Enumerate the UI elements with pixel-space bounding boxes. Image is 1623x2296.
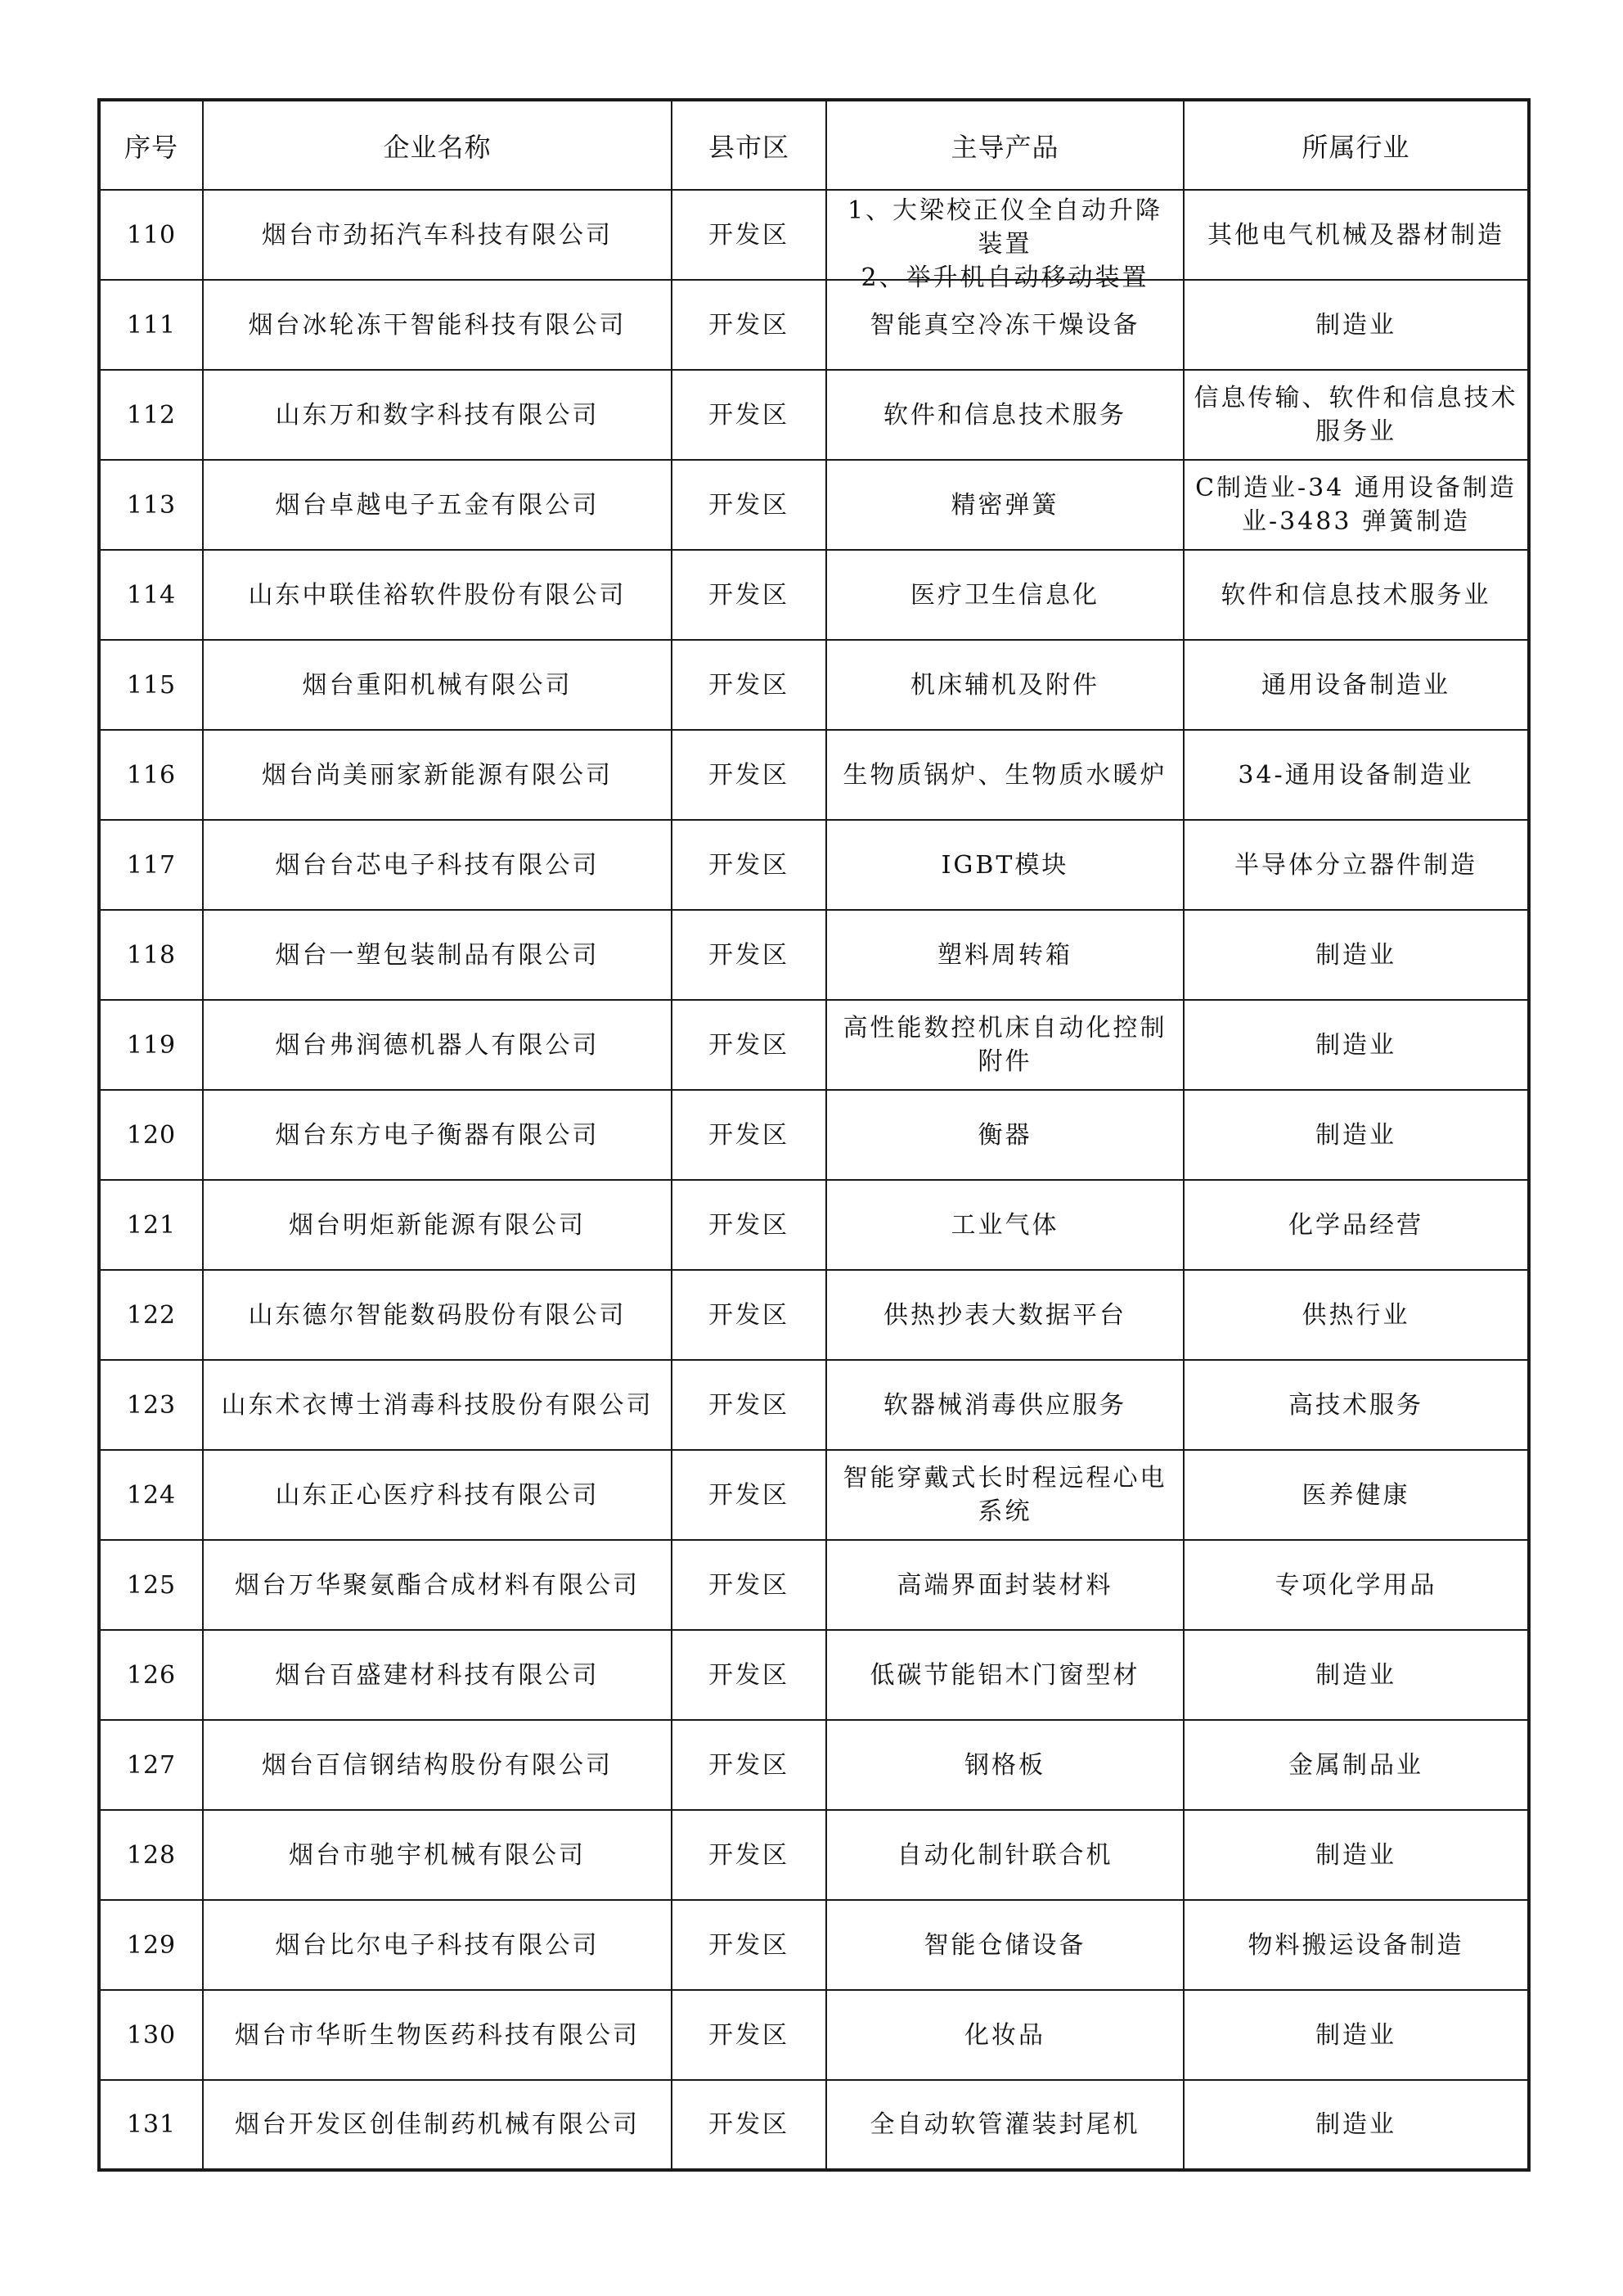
cell-text: 开发区 bbox=[708, 670, 789, 700]
cell-text: 34-通用设备制造业 bbox=[1238, 760, 1474, 790]
cell-index bbox=[99, 730, 203, 820]
cell-index bbox=[99, 2080, 203, 2170]
cell-text: 山东中联佳裕软件股份有限公司 bbox=[248, 580, 627, 610]
cell-industry bbox=[1184, 640, 1529, 730]
cell-text: 128 bbox=[126, 1840, 177, 1870]
cell-text: 衡器 bbox=[978, 1120, 1032, 1150]
cell-industry bbox=[1184, 190, 1529, 280]
cell-text: 医养健康 bbox=[1302, 1480, 1410, 1510]
table-row bbox=[99, 1540, 1529, 1630]
cell-industry bbox=[1184, 1630, 1529, 1720]
cell-company bbox=[203, 2080, 672, 2170]
cell-district bbox=[672, 640, 826, 730]
cell-text: 129 bbox=[126, 1930, 177, 1960]
cell-text: 开发区 bbox=[708, 1210, 789, 1240]
cell-text: 化妆品 bbox=[964, 2020, 1045, 2050]
cell-text: 高端界面封装材料 bbox=[897, 1570, 1113, 1600]
cell-company bbox=[203, 910, 672, 1000]
cell-text: 开发区 bbox=[708, 1570, 789, 1600]
cell-text: 烟台市华昕生物医药科技有限公司 bbox=[235, 2020, 640, 2050]
cell-text: 烟台市劲拓汽车科技有限公司 bbox=[262, 220, 613, 250]
cell-text: 制造业 bbox=[1315, 310, 1396, 340]
cell-district bbox=[672, 820, 826, 910]
cell-index bbox=[99, 280, 203, 370]
cell-text: 120 bbox=[126, 1120, 177, 1150]
cell-industry bbox=[1184, 730, 1529, 820]
cell-text: 制造业 bbox=[1315, 1660, 1396, 1690]
cell-product bbox=[826, 1810, 1184, 1900]
cell-product bbox=[826, 1090, 1184, 1180]
cell-district bbox=[672, 1540, 826, 1630]
cell-district bbox=[672, 190, 826, 280]
header-company: 企业名称 bbox=[203, 100, 672, 190]
table-row bbox=[99, 1720, 1529, 1810]
cell-text: 114 bbox=[126, 580, 177, 610]
cell-index bbox=[99, 1450, 203, 1540]
cell-company bbox=[203, 1360, 672, 1450]
cell-text: 信息传输、软件和信息技术服务业 bbox=[1194, 384, 1518, 446]
cell-company bbox=[203, 1810, 672, 1900]
table-row bbox=[99, 1990, 1529, 2080]
cell-text: C制造业-34 通用设备制造业-3483 弹簧制造 bbox=[1195, 474, 1517, 536]
cell-district bbox=[672, 1990, 826, 2080]
cell-text: 开发区 bbox=[708, 1390, 789, 1420]
cell-product bbox=[826, 1270, 1184, 1360]
cell-text: 软件和信息技术服务 bbox=[883, 400, 1126, 430]
cell-district bbox=[672, 1000, 826, 1090]
cell-text: 山东万和数字科技有限公司 bbox=[275, 400, 600, 430]
cell-text: 智能穿戴式长时程远程心电系统 bbox=[843, 1464, 1167, 1526]
cell-district bbox=[672, 280, 826, 370]
cell-text: 烟台明炬新能源有限公司 bbox=[289, 1210, 586, 1240]
cell-district bbox=[672, 910, 826, 1000]
cell-product bbox=[826, 1450, 1184, 1540]
cell-district bbox=[672, 460, 826, 550]
cell-company bbox=[203, 190, 672, 280]
cell-text: 制造业 bbox=[1315, 2110, 1396, 2139]
table-row bbox=[99, 370, 1529, 460]
table-row bbox=[99, 460, 1529, 550]
cell-product bbox=[826, 1180, 1184, 1270]
cell-index bbox=[99, 1000, 203, 1090]
cell-company bbox=[203, 460, 672, 550]
cell-text: 开发区 bbox=[708, 2020, 789, 2050]
cell-district bbox=[672, 1090, 826, 1180]
cell-industry bbox=[1184, 1810, 1529, 1900]
cell-text: 烟台开发区创佳制药机械有限公司 bbox=[235, 2110, 640, 2139]
cell-product bbox=[826, 460, 1184, 550]
cell-product bbox=[826, 550, 1184, 640]
cell-text: 烟台台芯电子科技有限公司 bbox=[275, 850, 600, 880]
cell-district bbox=[672, 550, 826, 640]
cell-text: 开发区 bbox=[708, 1030, 789, 1060]
cell-district bbox=[672, 1630, 826, 1720]
cell-company bbox=[203, 370, 672, 460]
cell-text: 开发区 bbox=[708, 1120, 789, 1150]
cell-text: 117 bbox=[126, 850, 177, 880]
table-row bbox=[99, 1630, 1529, 1720]
cell-text: 开发区 bbox=[708, 1750, 789, 1780]
cell-company bbox=[203, 1450, 672, 1540]
cell-text: 烟台东方电子衡器有限公司 bbox=[275, 1120, 600, 1150]
table-row bbox=[99, 1270, 1529, 1360]
cell-text: 制造业 bbox=[1315, 940, 1396, 970]
table-row bbox=[99, 190, 1529, 280]
cell-text: 智能真空冷冻干燥设备 bbox=[870, 310, 1140, 340]
cell-company bbox=[203, 1540, 672, 1630]
cell-industry bbox=[1184, 1360, 1529, 1450]
cell-product bbox=[826, 1630, 1184, 1720]
cell-industry bbox=[1184, 910, 1529, 1000]
cell-product bbox=[826, 370, 1184, 460]
cell-product bbox=[826, 1720, 1184, 1810]
cell-industry bbox=[1184, 1720, 1529, 1810]
table-row bbox=[99, 280, 1529, 370]
cell-text: 金属制品业 bbox=[1288, 1750, 1423, 1780]
table-row bbox=[99, 1360, 1529, 1450]
cell-company bbox=[203, 1270, 672, 1360]
cell-text: 127 bbox=[126, 1750, 177, 1780]
cell-product bbox=[826, 640, 1184, 730]
cell-district bbox=[672, 1360, 826, 1450]
cell-index bbox=[99, 1270, 203, 1360]
cell-index bbox=[99, 550, 203, 640]
cell-industry bbox=[1184, 1540, 1529, 1630]
cell-text: 开发区 bbox=[708, 760, 789, 790]
cell-text: 烟台重阳机械有限公司 bbox=[302, 670, 573, 700]
cell-text: 开发区 bbox=[708, 850, 789, 880]
cell-industry bbox=[1184, 1450, 1529, 1540]
cell-text: 开发区 bbox=[708, 310, 789, 340]
cell-text: 开发区 bbox=[708, 400, 789, 430]
cell-text: 高技术服务 bbox=[1288, 1390, 1423, 1420]
cell-company bbox=[203, 1900, 672, 1990]
cell-text: 山东术衣博士消毒科技股份有限公司 bbox=[221, 1390, 654, 1420]
cell-text: 烟台卓越电子五金有限公司 bbox=[275, 490, 600, 520]
cell-text: 开发区 bbox=[708, 580, 789, 610]
cell-text: 制造业 bbox=[1315, 1120, 1396, 1150]
cell-text: 物料搬运设备制造 bbox=[1248, 1930, 1464, 1960]
cell-index bbox=[99, 370, 203, 460]
cell-text: IGBT模块 bbox=[941, 850, 1069, 880]
cell-text: 110 bbox=[126, 220, 177, 250]
cell-product bbox=[826, 910, 1184, 1000]
cell-index bbox=[99, 820, 203, 910]
cell-company bbox=[203, 550, 672, 640]
cell-text: 制造业 bbox=[1315, 1840, 1396, 1870]
cell-text: 山东正心医疗科技有限公司 bbox=[275, 1480, 600, 1510]
cell-text: 123 bbox=[126, 1390, 177, 1420]
cell-text: 115 bbox=[126, 670, 177, 700]
header-district: 县市区 bbox=[672, 100, 826, 190]
cell-company bbox=[203, 1720, 672, 1810]
cell-text: 高性能数控机床自动化控制附件 bbox=[843, 1014, 1167, 1076]
cell-text: 开发区 bbox=[708, 940, 789, 970]
cell-district bbox=[672, 1810, 826, 1900]
cell-text: 131 bbox=[126, 2110, 177, 2139]
cell-industry bbox=[1184, 2080, 1529, 2170]
cell-company bbox=[203, 820, 672, 910]
cell-company bbox=[203, 1630, 672, 1720]
cell-text: 专项化学用品 bbox=[1275, 1570, 1437, 1600]
cell-district bbox=[672, 2080, 826, 2170]
cell-text: 开发区 bbox=[708, 1300, 789, 1330]
table-row bbox=[99, 1450, 1529, 1540]
cell-text: 烟台弗润德机器人有限公司 bbox=[275, 1030, 600, 1060]
cell-industry bbox=[1184, 820, 1529, 910]
cell-text: 126 bbox=[126, 1660, 177, 1690]
cell-index bbox=[99, 1180, 203, 1270]
cell-industry bbox=[1184, 280, 1529, 370]
table-row bbox=[99, 730, 1529, 820]
cell-text: 烟台冰轮冻干智能科技有限公司 bbox=[248, 310, 627, 340]
cell-company bbox=[203, 730, 672, 820]
cell-product bbox=[826, 1540, 1184, 1630]
cell-company bbox=[203, 640, 672, 730]
cell-text: 开发区 bbox=[708, 1930, 789, 1960]
cell-product bbox=[826, 1900, 1184, 1990]
cell-text: 130 bbox=[126, 2020, 177, 2050]
cell-industry bbox=[1184, 550, 1529, 640]
header-row bbox=[99, 100, 1529, 190]
cell-text: 122 bbox=[126, 1300, 177, 1330]
cell-district bbox=[672, 730, 826, 820]
table-row bbox=[99, 1180, 1529, 1270]
cell-text: 124 bbox=[126, 1480, 177, 1510]
cell-company bbox=[203, 1090, 672, 1180]
cell-text: 山东德尔智能数码股份有限公司 bbox=[248, 1300, 627, 1330]
cell-product bbox=[826, 730, 1184, 820]
cell-text: 软件和信息技术服务业 bbox=[1221, 580, 1491, 610]
cell-district bbox=[672, 370, 826, 460]
cell-text: 通用设备制造业 bbox=[1261, 670, 1450, 700]
cell-text: 医疗卫生信息化 bbox=[910, 580, 1099, 610]
cell-text: 开发区 bbox=[708, 490, 789, 520]
table-row bbox=[99, 2080, 1529, 2170]
cell-text: 自动化制针联合机 bbox=[897, 1840, 1113, 1870]
cell-product bbox=[826, 190, 1184, 292]
enterprise-table bbox=[97, 98, 1531, 2172]
cell-text: 软器械消毒供应服务 bbox=[883, 1390, 1126, 1420]
cell-industry bbox=[1184, 1000, 1529, 1090]
cell-index bbox=[99, 1090, 203, 1180]
table-row bbox=[99, 820, 1529, 910]
cell-product bbox=[826, 1360, 1184, 1450]
cell-district bbox=[672, 1180, 826, 1270]
cell-text: 其他电气机械及器材制造 bbox=[1207, 220, 1504, 250]
cell-text: 开发区 bbox=[708, 220, 789, 250]
cell-index bbox=[99, 190, 203, 280]
cell-text: 113 bbox=[126, 490, 177, 520]
cell-index bbox=[99, 1990, 203, 2080]
cell-text: 烟台万华聚氨酯合成材料有限公司 bbox=[235, 1570, 640, 1600]
cell-industry bbox=[1184, 1990, 1529, 2080]
cell-company bbox=[203, 1180, 672, 1270]
cell-industry bbox=[1184, 1180, 1529, 1270]
cell-text: 机床辅机及附件 bbox=[910, 670, 1099, 700]
cell-district bbox=[672, 1450, 826, 1540]
cell-index bbox=[99, 640, 203, 730]
cell-index bbox=[99, 1360, 203, 1450]
cell-text: 钢格板 bbox=[964, 1750, 1045, 1780]
cell-text: 开发区 bbox=[708, 2110, 789, 2139]
cell-text: 1、大梁校正仪全自动升降装置 2、举升机自动移动装置 bbox=[847, 196, 1163, 292]
cell-text: 制造业 bbox=[1315, 1030, 1396, 1060]
cell-index bbox=[99, 1540, 203, 1630]
table-row bbox=[99, 1900, 1529, 1990]
cell-product bbox=[826, 1990, 1184, 2080]
table-row bbox=[99, 640, 1529, 730]
cell-text: 智能仓储设备 bbox=[924, 1930, 1086, 1960]
cell-text: 供热抄表大数据平台 bbox=[883, 1300, 1126, 1330]
cell-product bbox=[826, 2080, 1184, 2170]
cell-text: 开发区 bbox=[708, 1660, 789, 1690]
cell-text: 开发区 bbox=[708, 1840, 789, 1870]
cell-text: 低碳节能铝木门窗型材 bbox=[870, 1660, 1140, 1690]
cell-text: 112 bbox=[126, 400, 177, 430]
cell-index bbox=[99, 910, 203, 1000]
cell-district bbox=[672, 1720, 826, 1810]
cell-industry bbox=[1184, 1270, 1529, 1360]
cell-company bbox=[203, 280, 672, 370]
table-row bbox=[99, 1000, 1529, 1090]
cell-text: 烟台市驰宇机械有限公司 bbox=[289, 1840, 586, 1870]
cell-text: 烟台一塑包装制品有限公司 bbox=[275, 940, 600, 970]
table-row bbox=[99, 1090, 1529, 1180]
cell-text: 塑料周转箱 bbox=[937, 940, 1072, 970]
cell-text: 烟台比尔电子科技有限公司 bbox=[275, 1930, 600, 1960]
cell-industry bbox=[1184, 1090, 1529, 1180]
cell-text: 111 bbox=[126, 310, 177, 340]
cell-text: 116 bbox=[126, 760, 177, 790]
header-index: 序号 bbox=[99, 100, 203, 190]
cell-index bbox=[99, 1630, 203, 1720]
cell-product bbox=[826, 1000, 1184, 1090]
cell-text: 精密弹簧 bbox=[951, 490, 1059, 520]
cell-text: 半导体分立器件制造 bbox=[1234, 850, 1477, 880]
cell-index bbox=[99, 460, 203, 550]
cell-district bbox=[672, 1900, 826, 1990]
cell-text: 118 bbox=[126, 940, 177, 970]
cell-industry bbox=[1184, 460, 1529, 550]
cell-text: 烟台百信钢结构股份有限公司 bbox=[262, 1750, 613, 1780]
cell-text: 供热行业 bbox=[1302, 1300, 1410, 1330]
cell-district bbox=[672, 1270, 826, 1360]
cell-text: 制造业 bbox=[1315, 2020, 1396, 2050]
cell-industry bbox=[1184, 370, 1529, 460]
cell-text: 开发区 bbox=[708, 1480, 789, 1510]
cell-text: 化学品经营 bbox=[1288, 1210, 1423, 1240]
cell-text: 125 bbox=[126, 1570, 177, 1600]
cell-text: 工业气体 bbox=[951, 1210, 1059, 1240]
table-row bbox=[99, 910, 1529, 1000]
table-row bbox=[99, 1810, 1529, 1900]
header-product: 主导产品 bbox=[826, 100, 1184, 190]
cell-text: 121 bbox=[126, 1210, 177, 1240]
cell-company bbox=[203, 1990, 672, 2080]
cell-industry bbox=[1184, 1900, 1529, 1990]
table-body bbox=[99, 190, 1529, 2170]
cell-index bbox=[99, 1720, 203, 1810]
cell-text: 烟台尚美丽家新能源有限公司 bbox=[262, 760, 613, 790]
header-industry: 所属行业 bbox=[1184, 100, 1529, 190]
cell-index bbox=[99, 1900, 203, 1990]
cell-product bbox=[826, 820, 1184, 910]
cell-text: 119 bbox=[126, 1030, 177, 1060]
cell-text: 生物质锅炉、生物质水暖炉 bbox=[843, 760, 1167, 790]
cell-index bbox=[99, 1810, 203, 1900]
cell-company bbox=[203, 1000, 672, 1090]
cell-text: 烟台百盛建材科技有限公司 bbox=[275, 1660, 600, 1690]
table-row bbox=[99, 550, 1529, 640]
cell-text: 全自动软管灌装封尾机 bbox=[870, 2110, 1140, 2139]
